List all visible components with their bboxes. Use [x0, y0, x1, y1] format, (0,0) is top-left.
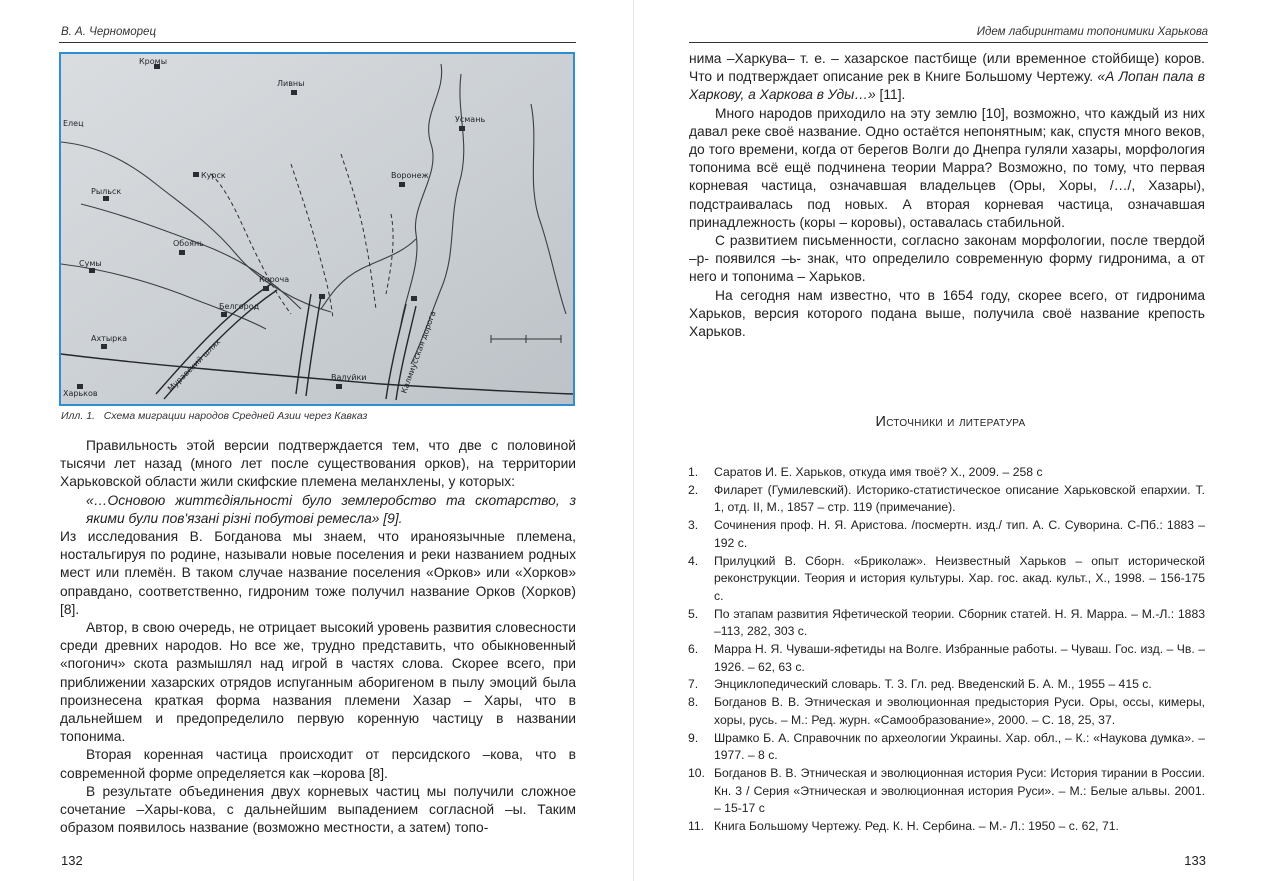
settlement-marker: [459, 126, 465, 131]
page-number-right: 133: [1184, 853, 1206, 868]
map-label-kalmius-road: Калмиусская дорога: [399, 309, 438, 395]
reference-number: 10.: [688, 765, 705, 780]
map-label-korocha: Короча: [259, 275, 290, 284]
reference-list: [688, 464, 1205, 836]
paragraph: В результате объединения двух корневых частиц мы получили сложное сочетание –Хары-кова, с дальнейшим выпадением согласной –ы. Таким образом появилось название (возможно местности, а затем) топо-: [60, 783, 576, 836]
reference-text: Филарет (Гумилевский). Историко-статистическое описание Харьковской епархии. Т. 1, отд. II, М., 1857 – стр. 119 (примечание).: [714, 482, 1205, 515]
sources-heading: Источники и литература: [875, 414, 1026, 430]
figure-caption: [61, 410, 367, 422]
map-label-livny: Ливны: [277, 79, 305, 88]
settlement-marker: [291, 90, 297, 95]
reference-text: Марра Н. Я. Чуваши-яфетиды на Волге. Избранные работы. – Чуваш. Гос. изд. – Чв. – 1926. – 62, 63 с.: [714, 642, 1205, 674]
paragraph: На сегодня нам известно, что в 1654 году, скорее всего, от гидронима Харьков, версия которого подана выше, получила своё название крепость Харьков.: [689, 287, 1205, 340]
reference-item: [688, 730, 1205, 765]
reference-text: Прилуцкий В. Сборн. «Бриколаж». Неизвестный Харьков – опыт исторической реконструкции. Теория и история культуры. Хар. гос. акад. культ., Х., 1998. – 156-175 с.: [714, 553, 1205, 603]
reference-item: [688, 464, 1205, 482]
reference-item: [688, 765, 1205, 818]
reference-number: 5.: [688, 606, 699, 621]
settlement-marker: [319, 294, 325, 299]
reference-number: 6.: [688, 642, 699, 657]
reference-item: [688, 482, 1205, 517]
reference-text: По этапам развития Яфетической теории. Сборник статей. Н. Я. Марра. – М.-Л.: 1883 –113, 282, 303 с.: [714, 606, 1205, 639]
map-label-valuyki: Валуйки: [331, 373, 367, 382]
page-number-left: 132: [61, 853, 83, 868]
paragraph: Из исследования В. Богданова мы знаем, что ираноязычные племена, ностальгируя по родине, называли новые поселения и реки названием родных мест или племён. В таком случае название поселения «Орков» или «Хорков» оправдано, соответственно, гидроним тоже получил название Орков (Хорков) [8].: [60, 529, 576, 617]
reference-item: [688, 818, 1205, 836]
reference-item: [688, 553, 1205, 606]
reference-item: [688, 694, 1205, 729]
settlement-marker: [103, 196, 109, 201]
reference-number: 8.: [688, 695, 699, 710]
paragraph: Много народов приходило на эту землю [10], возможно, что каждый из них давал реке своё название. Одно остаётся непонятным; как, спустя много веков, до того времени, когда от берегов Волги до Днепра гуляли хазары, морфология топонима всё ещё подчинена теории Марра? Возможно, по тому, что первая корневая частица, означавшая владельцев (Оры, Хоры, /…/, Хазары), подстраивалась под новых. А вторая корневая частица, означавшая принадлежность (коры – коровы), оставалась стабильной.: [689, 105, 1205, 230]
inline-quote: «А Лопан пала в Харкову, а Харкова в Уды…»: [689, 69, 1205, 103]
settlement-marker: [411, 296, 417, 301]
paragraph: Автор, в свою очередь, не отрицает высокий уровень развития словесности среди древних народов. Но все же, трудно представить, что обыкновенный «погонич» скота размышлял над игрой в частях слова. Скорее всего, при приближении хазарских отрядов испуганным аборигеном в пылу эмоций была произнесена краткая форма названия племени Хазар – Хары, что в дальнейшем и предопределило первую коренную частицу в названии топонима.: [60, 620, 576, 745]
header-rule-right: [689, 42, 1208, 43]
left-body-text: [60, 437, 576, 837]
map-label-kharkov: Харьков: [63, 389, 98, 398]
settlement-marker: [193, 172, 199, 177]
settlement-marker: [101, 344, 107, 349]
reference-text: Сочинения проф. Н. Я. Аристова. /посмертн. изд./ тип. А. С. Суворина. С-Пб.: 1883 – 192 с.: [714, 518, 1205, 550]
caption-text: Схема миграции народов Средней Азии через Кавказ: [103, 410, 368, 422]
running-head-left: В. А. Черноморец: [61, 26, 157, 38]
reference-item: [688, 517, 1205, 552]
reference-number: 3.: [688, 518, 699, 533]
reference-number: 7.: [688, 677, 699, 692]
settlement-marker: [89, 268, 95, 273]
paragraph: Вторая коренная частица происходит от персидского –кова, что в современной форме определяется как –корова [8].: [60, 747, 576, 781]
map-label-elets: Елец: [63, 119, 84, 128]
reference-mark: [11].: [875, 87, 906, 103]
map-svg: [61, 54, 573, 404]
reference-number: 2.: [688, 482, 699, 497]
settlement-marker: [336, 384, 342, 389]
map-label-oboyan: Обоянь: [173, 239, 204, 248]
right-body-text: [689, 50, 1205, 341]
reference-number: 1.: [688, 465, 699, 479]
reference-text: Саратов И. Е. Харьков, откуда имя твоё? Х., 2009. – 258 с: [714, 465, 1043, 479]
map-label-akhtyrka: Ахтырка: [91, 334, 127, 343]
settlement-marker: [221, 312, 227, 317]
map-label-kromy: Кромы: [139, 57, 168, 66]
map-label-kursk: Курск: [201, 171, 226, 180]
map-label-rylsk: Рыльск: [91, 187, 122, 196]
map-label-belgorod: Белгород: [219, 302, 260, 311]
settlement-marker: [263, 286, 269, 291]
reference-item: [688, 641, 1205, 676]
map-label-sumy: Сумы: [79, 259, 102, 268]
paragraph-text: нима –Харкува– т. е. – хазарское пастбище (или временное стойбище) коров. Что и подтверждает описание рек в Книге Большому Чертежу.: [689, 51, 1205, 85]
running-head-right: Идем лабиринтами топонимики Харькова: [976, 26, 1208, 38]
map-background: [61, 54, 573, 404]
quote: «…Основою життєдіяльності було землеробство та скотарство, з якими були пов'язані різні побутові ремесла» [9].: [86, 492, 576, 526]
map-label-usman: Усмань: [455, 115, 486, 124]
reference-number: 11.: [688, 819, 705, 834]
paragraph: Правильность этой версии подтверждается тем, что две с половиной тысячи лет назад (много лет после существования орков), на территории Харьковской области жили скифские племена меланхлены, у которых:: [60, 438, 576, 490]
map-label-voronezh: Воронеж: [391, 171, 429, 180]
map-label-muravsky-road: Муравский шлях: [166, 337, 223, 394]
left-page: [0, 0, 633, 881]
settlement-marker: [399, 182, 405, 187]
reference-item: [688, 676, 1205, 694]
reference-number: 4.: [688, 553, 699, 568]
reference-item: [688, 606, 1205, 641]
paragraph: [689, 50, 1205, 105]
paragraph: С развитием письменности, согласно законам морфологии, после твердой –р- появился –ь- знак, что определило современную форму гидронима, а от него и топонима – Харьков.: [689, 233, 1205, 285]
reference-text: Богданов В. В. Этническая и эволюционная предыстория Руси. Оры, оссы, кимеры, хоры, русь. – М.: Ред. журн. «Самообразование», 2000. – С. 18, 25, 37.: [714, 695, 1205, 727]
reference-text: Книга Большому Чертежу. Ред. К. Н. Сербина. – М.- Л.: 1950 – с. 62, 71.: [714, 819, 1119, 834]
reference-text: Богданов В. В. Этническая и эволюционная история Руси: История тирании в России. Кн. 3 / Серия «Этническая и эволюционная история Руси». – М.: Белые альвы. 2001. – 15-17 с: [714, 765, 1205, 816]
map-illustration: [59, 52, 575, 406]
reference-number: 9.: [688, 730, 699, 745]
reference-text: Энциклопедический словарь. Т. 3. Гл. ред. Введенский Б. А. М., 1955 – 415 с.: [714, 677, 1152, 692]
header-rule-left: [59, 42, 576, 43]
reference-text: Шрамко Б. А. Справочник по археологии Украины. Хар. обл., – К.: «Наукова думка». – 1977. – 8 с.: [714, 730, 1205, 763]
settlement-marker: [179, 250, 185, 255]
caption-label: Илл. 1.: [61, 410, 95, 422]
